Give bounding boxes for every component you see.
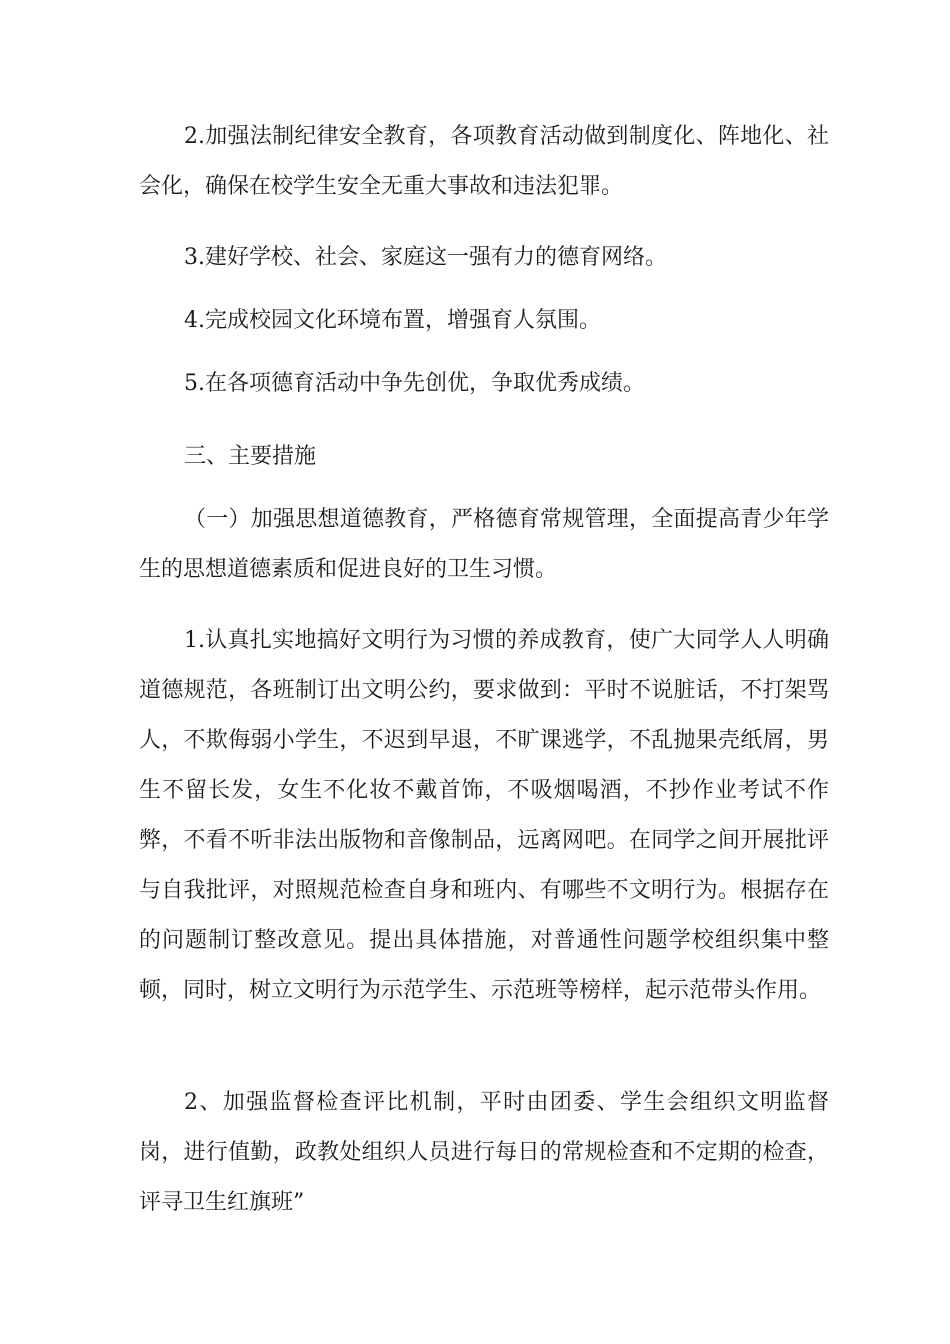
paragraph-measure-1-1: 1.认真扎实地搞好文明行为习惯的养成教育，使广大同学人人明确道德规范，各班制订出文明公约，要求做到：平时不说脏话，不打架骂人，不欺侮弱小学生，不迟到早退，不旷课逃学，不乱抛果壳纸屑，男生不留长发，女生不化妆不戴首饰，不吸烟喝酒，不抄作业考试不作弊，不看不听非法出版物和音像制品，远离网吧。在同学之间开展批评与自我批评，对照规范检查自身和班内、有哪些不文明行为。根据存在的问题制订整改意见。提出具体措施，对普通性问题学校组织集中整顿，同时，树立文明行为示范学生、示范班等榜样，起示范带头作用。 xyxy=(139,628,829,1003)
paragraph-goal-2: 2.加强法制纪律安全教育，各项教育活动做到制度化、阵地化、社会化，确保在校学生安全无重大事故和违法犯罪。 xyxy=(139,124,829,199)
paragraph-goal-5: 5.在各项德育活动中争先创优，争取优秀成绩。 xyxy=(184,371,645,396)
section-heading-measures: 三、主要措施 xyxy=(184,444,317,469)
paragraph-goal-4: 4.完成校园文化环境布置，增强育人氛围。 xyxy=(184,308,601,333)
paragraph-measure-1-2: 2、加强监督检查评比机制，平时由团委、学生会组织文明监督岗，进行值勤，政教处组织人员进行每日的常规检查和不定期的检查，评寻卫生红旗班” xyxy=(139,1090,829,1215)
paragraph-goal-3: 3.建好学校、社会、家庭这一强有力的德育网络。 xyxy=(184,245,667,270)
paragraph-measure-1: （一）加强思想道德教育，严格德育常规管理，全面提高青少年学生的思想道德素质和促进良好的卫生习惯。 xyxy=(139,507,829,582)
